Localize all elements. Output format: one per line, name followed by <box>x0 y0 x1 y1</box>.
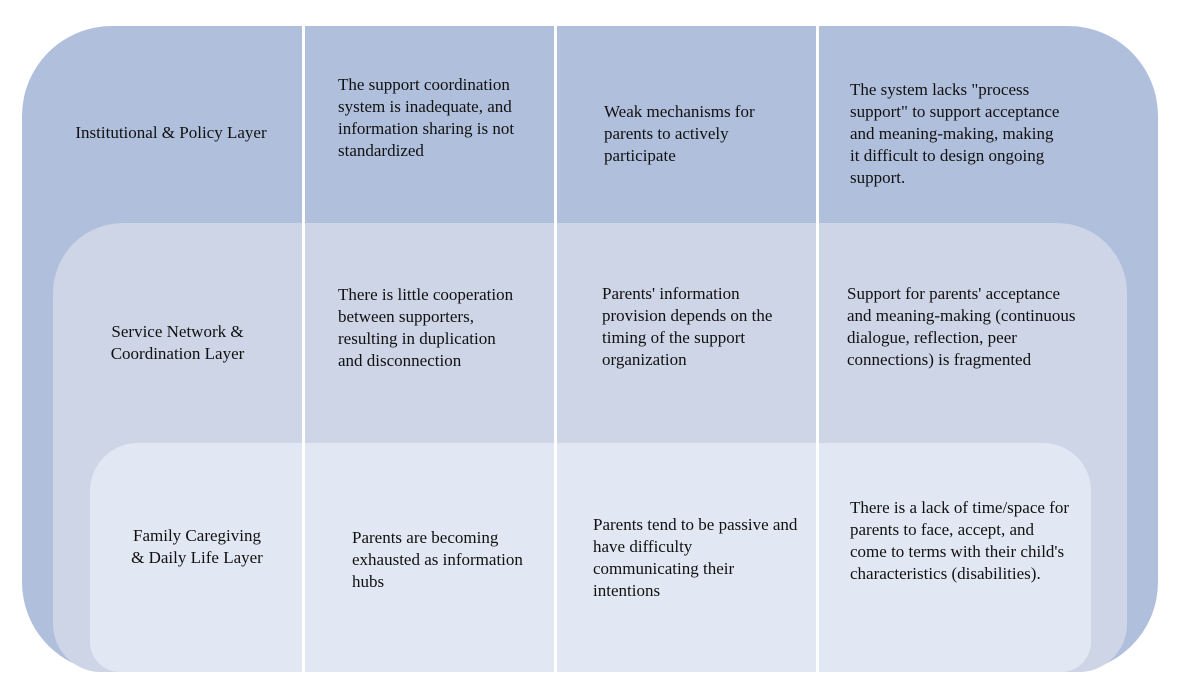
issue-cell: Weak mechanisms for parents to actively participate <box>604 102 755 165</box>
column-divider <box>816 26 819 672</box>
layer-label-institutional-policy: Institutional & Policy Layer <box>75 123 267 142</box>
issue-cell: There is a lack of time/space for parents to face, accept, and come to terms with their child's characteristics (disabilities). <box>850 498 1070 583</box>
column-divider <box>302 26 305 672</box>
issue-cell: There is little cooperation between supporters, resulting in duplication and disconnection <box>338 285 514 370</box>
layer-label-family-caregiving: Family Caregiving & Daily Life Layer <box>131 526 263 567</box>
issue-cell: Parents tend to be passive and have difficulty communicating their intentions <box>593 515 798 600</box>
issue-cell: The system lacks "process support" to support acceptance and meaning-making, making it difficult to design ongoing support. <box>850 80 1060 187</box>
issue-cell: Parents are becoming exhausted as information hubs <box>352 528 523 591</box>
column-divider <box>554 26 557 672</box>
issue-cell: The support coordination system is inadequate, and information sharing is not standardized <box>338 75 515 160</box>
layer-label-service-network: Service Network & Coordination Layer <box>110 322 245 363</box>
issue-cell: Parents' information provision depends on the timing of the support organization <box>602 284 773 369</box>
issue-cell: Support for parents' acceptance and meaning-making (continuous dialogue, reflection, peer connections) is fragmented <box>847 284 1076 369</box>
